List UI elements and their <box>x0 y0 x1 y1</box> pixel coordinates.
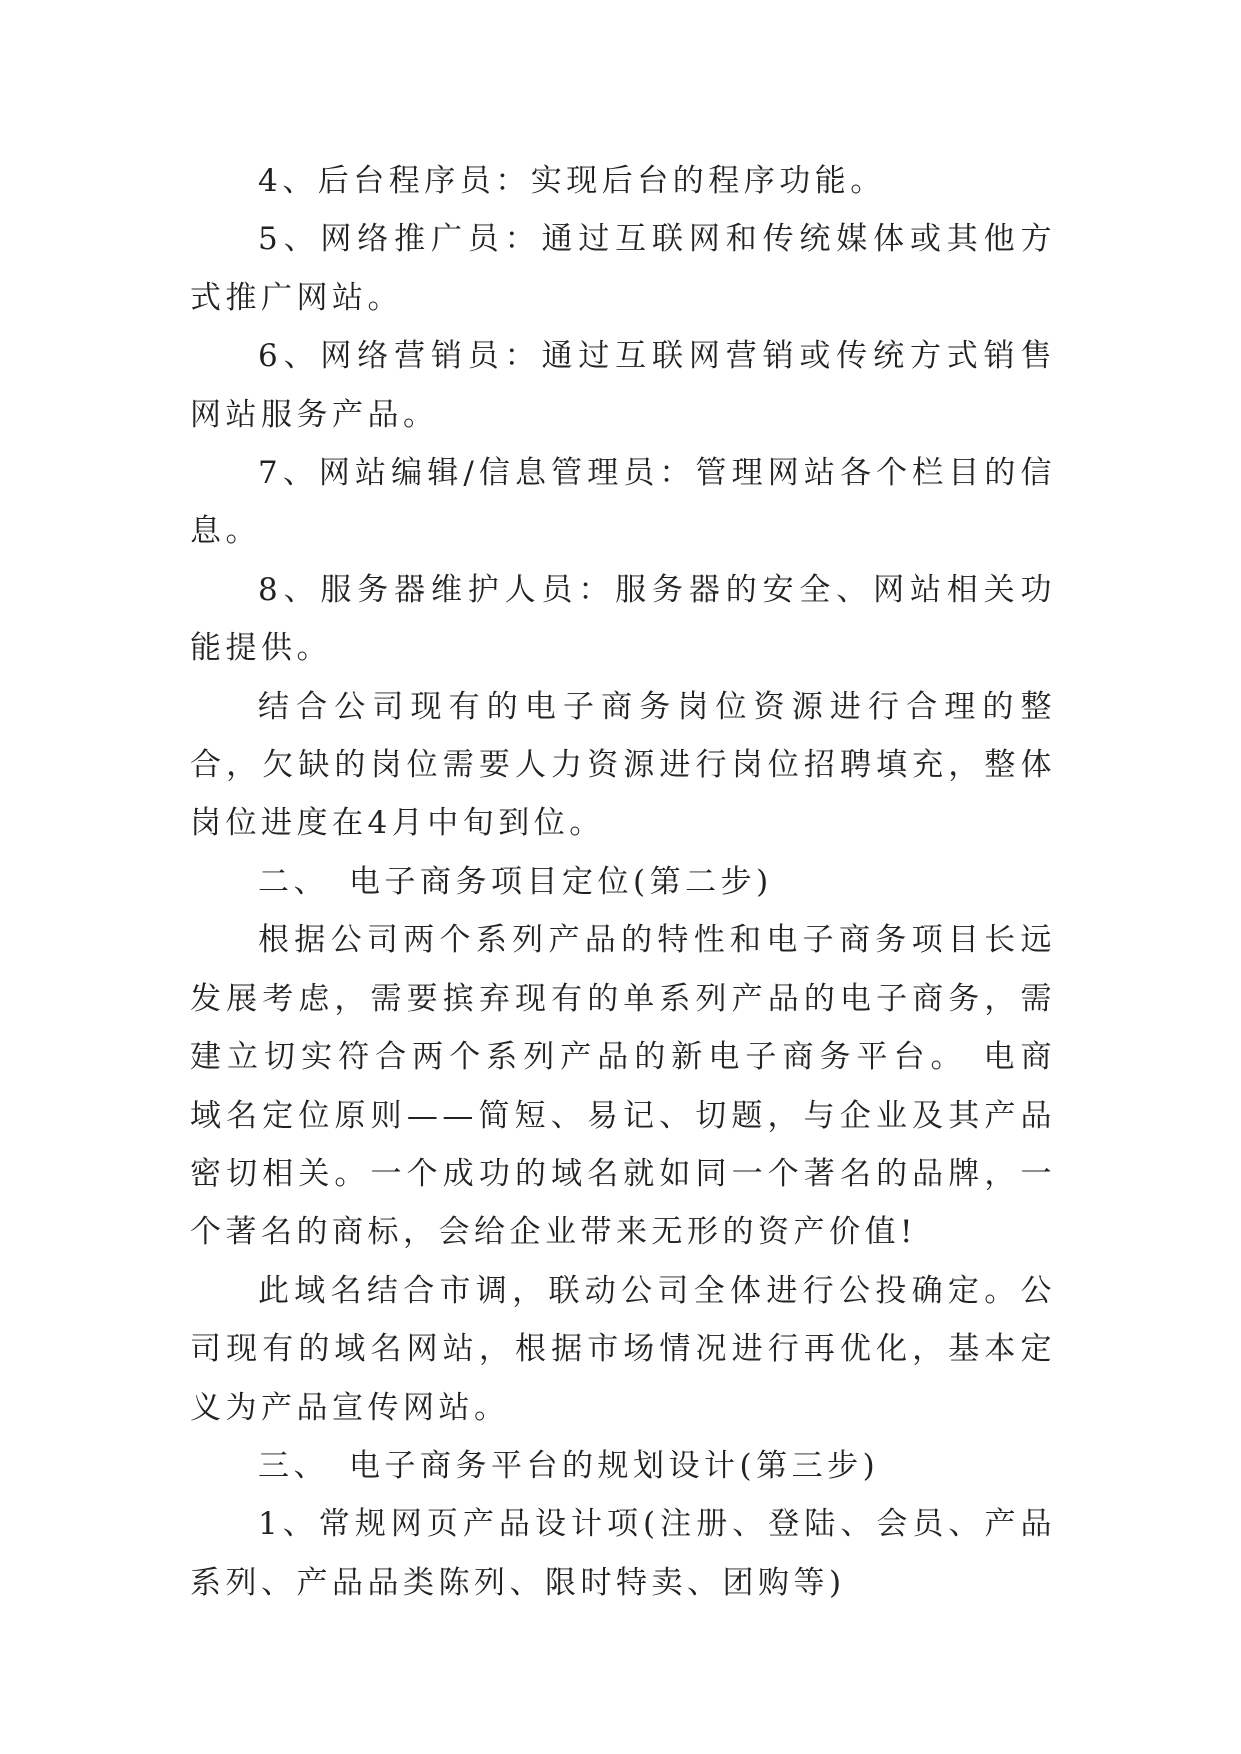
paragraph-role-server-maintainer: 8、服务器维护人员：服务器的安全、网站相关功能提供。 <box>190 571 1056 667</box>
paragraph-role-network-promoter: 5、网络推广员：通过互联网和传统媒体或其他方式推广网站。 <box>190 221 1056 316</box>
paragraph-domain-decision: 此域名结合市调，联动公司全体进行公投确定。公司现有的域名网站，根据市场情况进行再优化，基本定义为产品宣传网站。 <box>190 1272 1056 1426</box>
paragraph-role-site-editor: 7、网站编辑/信息管理员：管理网站各个栏目的信息。 <box>190 455 1056 550</box>
section-heading-platform-design: 三、 电子商务平台的规划设计(第三步) <box>258 1447 880 1484</box>
paragraph-staffing-integration: 结合公司现有的电子商务岗位资源进行合理的整合，欠缺的岗位需要人力资源进行岗位招聘填充，整体岗位进度在4月中旬到位。 <box>190 688 1056 842</box>
paragraph-role-network-marketer: 6、网络营销员：通过互联网营销或传统方式销售网站服务产品。 <box>190 338 1056 433</box>
paragraph-standard-page-design: 1、常规网页产品设计项(注册、登陆、会员、产品系列、产品品类陈列、限时特卖、团购等) <box>190 1506 1056 1601</box>
paragraph-role-backend-programmer: 4、后台程序员：实现后台的程序功能。 <box>258 163 886 199</box>
paragraph-project-positioning: 根据公司两个系列产品的特性和电子商务项目长远发展考虑，需要摈弃现有的单系列产品的电子商务，需建立切实符合两个系列产品的新电子商务平台。 电商域名定位原则——简短、易记、切题，与企业及其产品密切相关。一个成功的域名就如同一个著名的品牌，一个著名的商标，会给企业带来无形的资产价值! <box>190 922 1056 1251</box>
section-heading-project-positioning: 二、 电子商务项目定位(第二步) <box>258 863 773 900</box>
document-body <box>190 152 1056 1612</box>
